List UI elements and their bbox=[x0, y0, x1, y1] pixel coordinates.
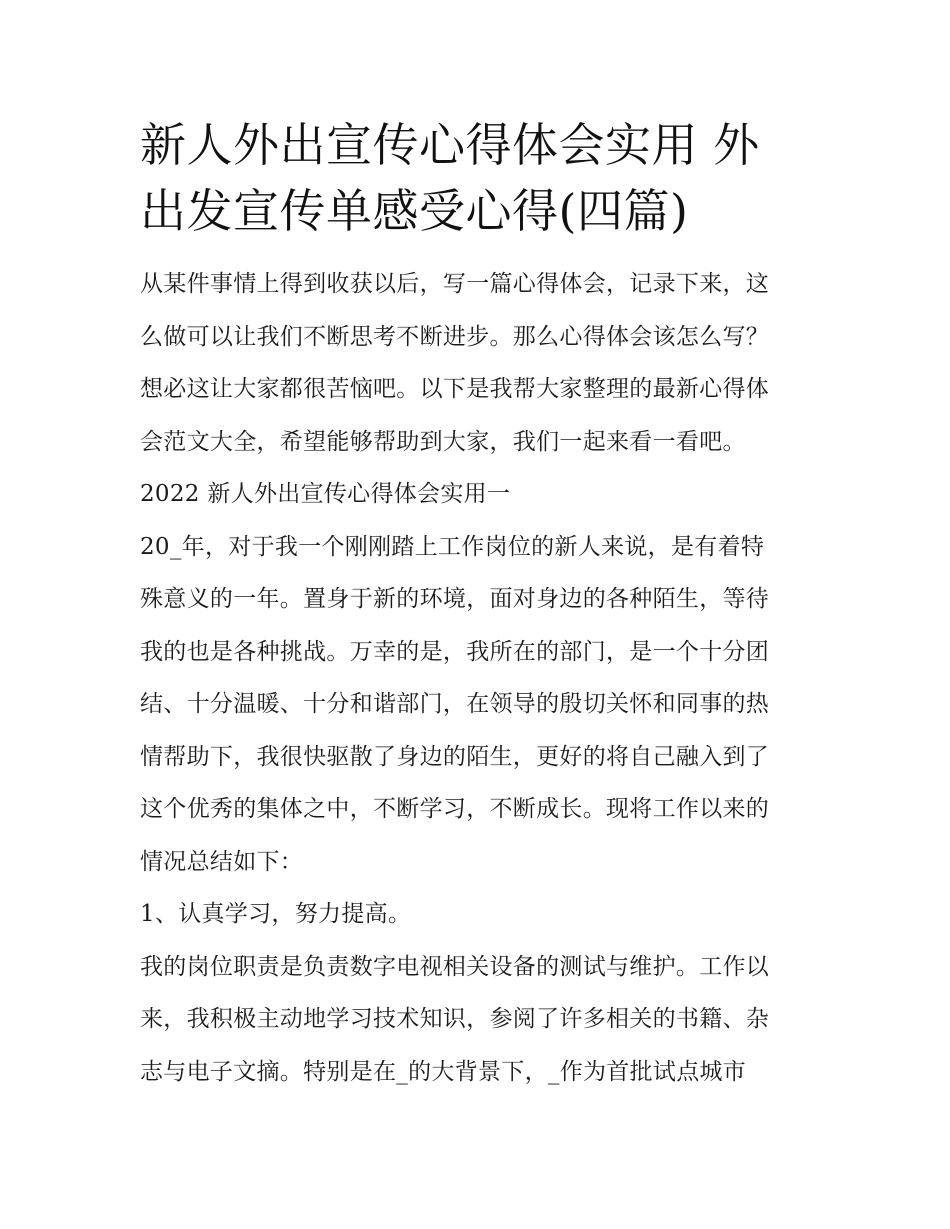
paragraph-line: 殊意义的一年。置身于新的环境，面对身边的各种陌生，等待 bbox=[140, 586, 770, 612]
intro-line: 么做可以让我们不断思考不断进步。那么心得体会该怎么写？ bbox=[140, 323, 770, 350]
paragraph-line: 结、十分温暖、十分和谐部门，在领导的殷切关怀和同事的热 bbox=[140, 691, 770, 717]
document-title bbox=[140, 112, 815, 244]
paragraph-line: 情帮助下，我很快驱散了身边的陌生，更好的将自己融入到了 bbox=[140, 743, 770, 770]
intro-line: 想必这让大家都很苦恼吧。以下是我帮大家整理的最新心得体 bbox=[140, 376, 770, 402]
paragraph-line: 志与电子文摘。特别是在_的大背景下，_作为首批试点城市 bbox=[140, 1058, 747, 1085]
paragraph-line: 这个优秀的集体之中，不断学习，不断成长。现将工作以来的 bbox=[140, 796, 770, 822]
paragraph-line: 20_年，对于我一个刚刚踏上工作岗位的新人来说，是有着特 bbox=[140, 533, 765, 560]
document-body bbox=[140, 258, 815, 1098]
section-heading: 2022 新人外出宣传心得体会实用一 bbox=[140, 481, 511, 507]
paragraph-line: 我的岗位职责是负责数字电视相关设备的测试与维护。工作以 bbox=[140, 953, 770, 980]
intro-line: 从某件事情上得到收获以后，写一篇心得体会，记录下来，这 bbox=[140, 271, 770, 297]
document-page bbox=[140, 112, 815, 1098]
title-line: 出发宣传单感受心得(四篇) bbox=[140, 184, 689, 238]
paragraph-line: 情况总结如下： bbox=[140, 848, 304, 875]
title-line: 新人外出宣传心得体会实用 外 bbox=[140, 118, 760, 172]
paragraph-line: 我的也是各种挑战。万幸的是，我所在的部门，是一个十分团 bbox=[140, 638, 770, 665]
list-item-heading: 1、认真学习，努力提高。 bbox=[140, 901, 412, 927]
intro-line: 会范文大全，希望能够帮助到大家，我们一起来看一看吧。 bbox=[140, 428, 746, 455]
paragraph-line: 来，我积极主动地学习技术知识，参阅了许多相关的书籍、杂 bbox=[140, 1006, 770, 1032]
